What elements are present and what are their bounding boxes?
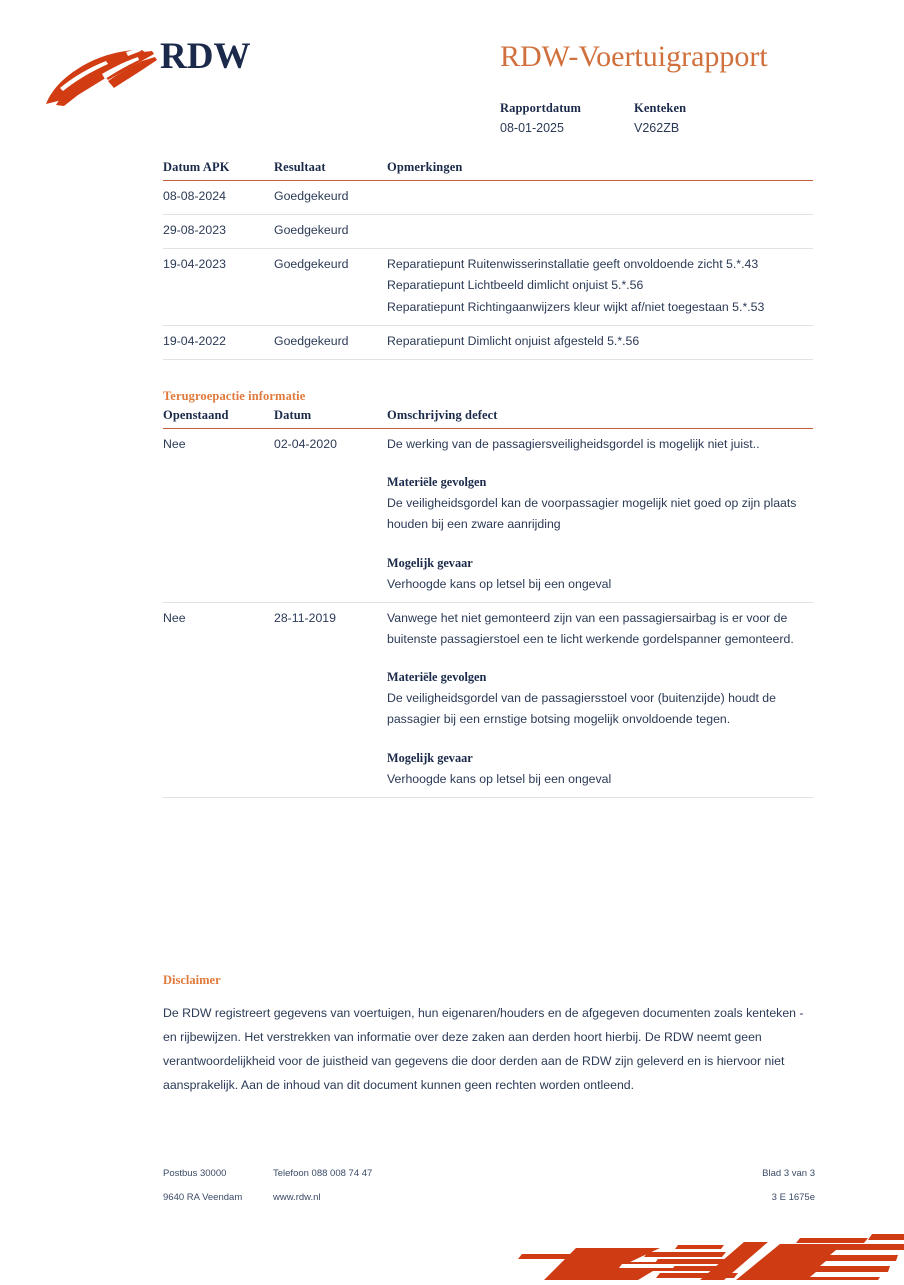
recall-danger-text: Verhoogde kans op letsel bij een ongeval [387, 771, 612, 786]
footer-city: 9640 RA Veendam [163, 1192, 243, 1203]
table-row [163, 181, 813, 215]
license-plate-label: Kenteken [634, 101, 687, 115]
footer-phone: Telefoon 088 008 74 47 [273, 1168, 373, 1179]
document-footer [163, 1168, 815, 1216]
recall-open-status: Nee [163, 602, 274, 797]
recall-table [163, 408, 813, 798]
recall-material-label: Materiële gevolgen [387, 670, 487, 685]
apk-result: Goedgekeurd [274, 325, 387, 359]
rdw-wordmark: RDW [160, 36, 251, 77]
apk-remarks [387, 181, 813, 215]
disclaimer-body: De RDW registreert gegevens van voertuigen, hun eigenaren/houders en de afgegeven documenten zoals kenteken - en rijbewijzen. Het verstrekken van informatie over deze zaken aan derden hoort hierbij. De RDW neemt geen verantwoordelijkheid voor de juistheid van gegevens die door derden aan de RDW zijn geleverd en is hiervoor niet aansprakelijk. Aan de inhoud van dit document kunnen geen rechten worden ontleend. [163, 1006, 804, 1092]
recall-danger-label: Mogelijk gevaar [387, 750, 473, 765]
recall-material-label: Materiële gevolgen [387, 475, 487, 490]
table-header-row [163, 408, 813, 429]
column-header-omschrijving-defect: Omschrijving defect [387, 408, 813, 429]
recall-description [387, 429, 813, 603]
disclaimer-section [163, 973, 815, 1098]
recall-defect-text: Vanwege het niet gemonteerd zijn van een passagiersairbag is er voor de buitenste passagierstoel een te licht werkende gordelspanner gemonteerd. [387, 610, 794, 646]
apk-remarks [387, 249, 813, 325]
footer-row-1 [163, 1168, 815, 1192]
apk-result: Goedgekeurd [274, 181, 387, 215]
apk-date: 19-04-2022 [163, 325, 274, 359]
apk-date: 19-04-2023 [163, 249, 274, 325]
apk-date: 08-08-2024 [163, 181, 274, 215]
report-date-value-cell [500, 118, 634, 138]
apk-remarks [387, 215, 813, 249]
recall-open-status: Nee [163, 429, 274, 603]
license-plate-label-cell [634, 98, 768, 118]
recall-danger-label: Mogelijk gevaar [387, 555, 473, 570]
apk-history-section [163, 160, 813, 360]
column-header-datum: Datum [274, 408, 387, 429]
table-row [163, 429, 813, 603]
recall-material-text: De veiligheidsgordel van de passagiersstoel voor (buitenzijde) houdt de passagier bij een ernstige botsing mogelijk onvoldoende tegen. [387, 691, 776, 727]
table-row [163, 249, 813, 325]
recall-section-title: Terugroepactie informatie [163, 389, 306, 403]
recall-defect-text: De werking van de passagiersveiligheidsgordel is mogelijk niet juist.. [387, 437, 760, 451]
apk-remark-line: Reparatiepunt Dimlicht onjuist afgesteld 5.*.56 [387, 333, 640, 348]
license-plate-value: V262ZB [634, 121, 680, 135]
report-date-label: Rapportdatum [500, 101, 582, 115]
disclaimer-title: Disclaimer [163, 973, 221, 987]
recall-date: 02-04-2020 [274, 429, 387, 603]
footer-page-number: Blad 3 van 3 [762, 1168, 815, 1179]
apk-remark-line: Reparatiepunt Richtingaanwijzers kleur wijkt af/niet toegestaan 5.*.53 [387, 299, 765, 314]
recall-material-text: De veiligheidsgordel kan de voorpassagier mogelijk niet goed op zijn plaats houden bij een zware aanrijding [387, 496, 797, 532]
table-row [163, 325, 813, 359]
apk-remark-line: Reparatiepunt Ruitenwisserinstallatie geeft onvoldoende zicht 5.*.43 [387, 257, 759, 272]
license-plate-value-cell [634, 118, 768, 138]
column-header-opmerkingen: Opmerkingen [387, 160, 813, 181]
footer-postbus: Postbus 30000 [163, 1168, 227, 1179]
column-header-datum-apk: Datum APK [163, 160, 274, 181]
apk-history-table [163, 160, 813, 360]
apk-result: Goedgekeurd [274, 215, 387, 249]
footer-form-code: 3 E 1675e [771, 1192, 815, 1203]
document-header [0, 0, 904, 150]
report-date-label-cell [500, 98, 634, 118]
report-meta [500, 98, 840, 138]
page-title: RDW-Voertuigrapport [500, 40, 768, 73]
report-meta-values [500, 118, 840, 138]
rdw-speed-stripes-graphic-icon [500, 1228, 904, 1280]
column-header-resultaat: Resultaat [274, 160, 387, 181]
footer-row-2 [163, 1192, 815, 1216]
apk-remark-line: Reparatiepunt Lichtbeeld dimlicht onjuist 5.*.56 [387, 278, 644, 293]
recall-danger-text: Verhoogde kans op letsel bij een ongeval [387, 576, 612, 591]
recall-date: 28-11-2019 [274, 602, 387, 797]
table-header-row [163, 160, 813, 181]
report-date-value: 08-01-2025 [500, 121, 564, 135]
apk-date: 29-08-2023 [163, 215, 274, 249]
report-meta-labels [500, 98, 840, 118]
recall-description [387, 602, 813, 797]
column-header-openstaand: Openstaand [163, 408, 274, 429]
table-row [163, 215, 813, 249]
recall-section [163, 389, 813, 798]
footer-website[interactable]: www.rdw.nl [273, 1192, 321, 1203]
apk-remarks [387, 325, 813, 359]
table-row [163, 602, 813, 797]
apk-result: Goedgekeurd [274, 249, 387, 325]
rdw-feather-logo-icon [42, 48, 162, 110]
